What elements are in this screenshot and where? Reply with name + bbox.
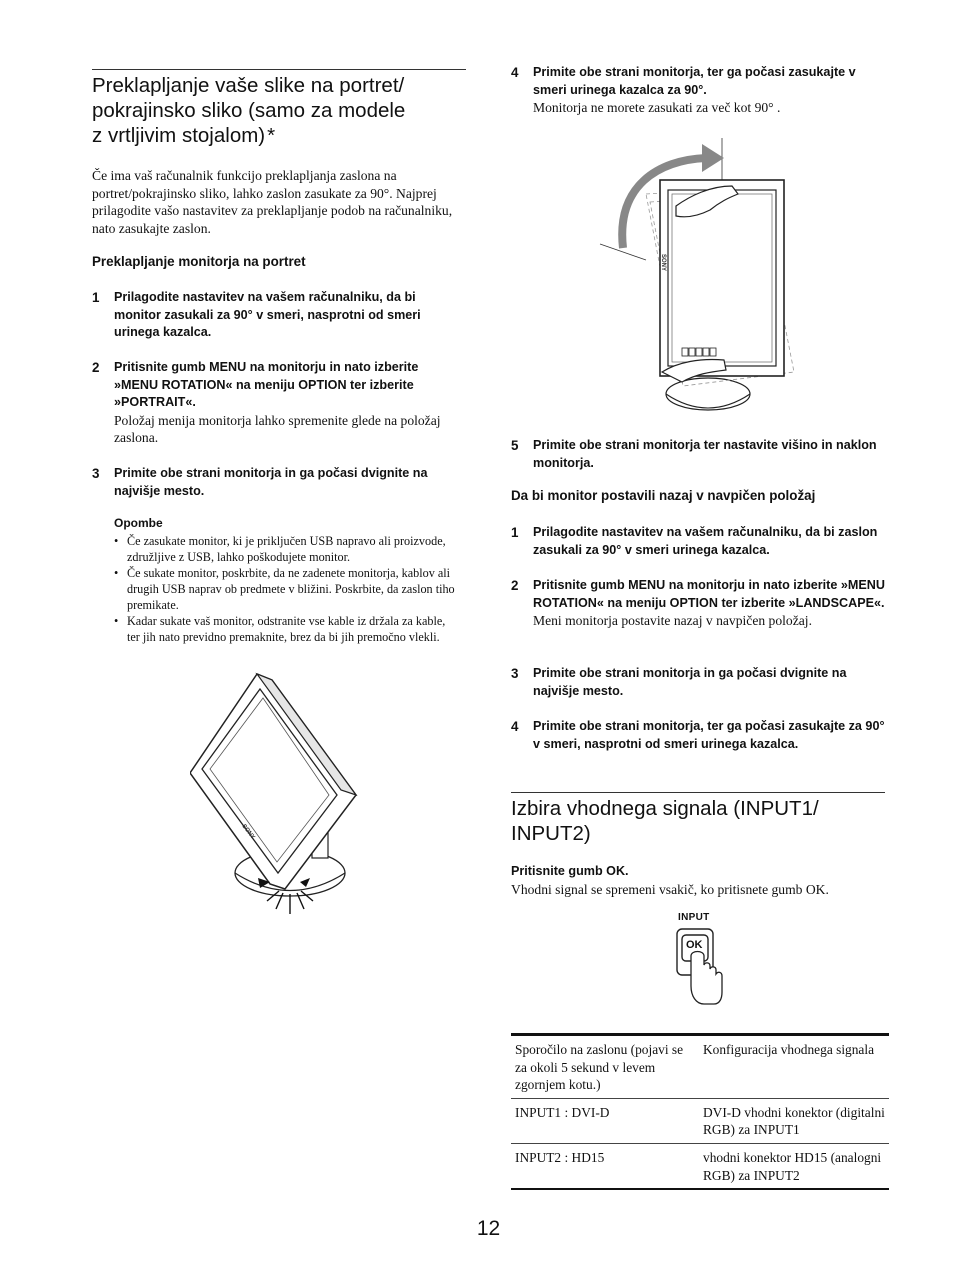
- table-cell: vhodni konektor HD15 (analogni RGB) za INPUT2: [699, 1143, 889, 1189]
- step-extra: Meni monitorja postavite nazaj v navpičen položaj.: [533, 613, 812, 629]
- monitor-tilt-illustration: [190, 668, 380, 920]
- step-number: 1: [92, 290, 100, 305]
- step-number: 5: [511, 438, 519, 453]
- note-item: • Kadar sukate vaš monitor, odstranite vse kable iz držala za kable, ter jih nato previdno premaknite, brez da bi jih premočno vlekli.: [114, 614, 446, 644]
- step-text: Pritisnite gumb MENU na monitorju in nato izberite »MENU ROTATION« na meniju OPTION ter izberite »LANDSCAPE«.: [533, 578, 885, 610]
- step-number: 1: [511, 525, 519, 540]
- table-row: [511, 1098, 889, 1143]
- page-number: 12: [476, 1217, 501, 1240]
- title-line-1: Preklapljanje vaše slike na portret/: [92, 74, 405, 97]
- brand-logo: SONY: [660, 254, 666, 272]
- ok-button[interactable]: OK: [686, 939, 703, 951]
- step-number: 3: [511, 666, 519, 681]
- step-body: [533, 577, 889, 630]
- step-text: Primite obe strani monitorja in ga počasi dvignite na najvišje mesto.: [114, 466, 428, 498]
- table-header-row: [511, 1035, 889, 1099]
- asterisk-icon: *: [267, 124, 276, 147]
- input-signal-table: [511, 1033, 889, 1190]
- step-number: 2: [511, 578, 519, 593]
- step-body: [114, 359, 464, 447]
- intro-paragraph: Če ima vaš računalnik funkcijo preklapljanja zaslona na portret/pokrajinsko sliko, lahko zaslon zasukate za 90°. Najprej prilagodite vašo nastavitev za preklapljanje podob na računalniku, nato zasukajte zaslon.: [92, 168, 453, 236]
- note-item: • Če zasukate monitor, ki je priključen USB napravo ali proizvode, združljive z USB, lahko poškodujete monitor.: [114, 534, 446, 564]
- left-top-rule: [92, 69, 466, 70]
- table-cell: DVI-D vhodni konektor (digitalni RGB) za INPUT1: [699, 1098, 889, 1143]
- press-ok-text: Vhodni signal se spremeni vsakič, ko pritisnete gumb OK.: [511, 882, 829, 897]
- table-header-cell: Sporočilo na zaslonu (pojavi se za okoli 5 sekund v levem zgornjem kotu.): [511, 1035, 699, 1099]
- table-row: [511, 1143, 889, 1189]
- monitor-rotate-illustration: [598, 136, 804, 416]
- step-text: Pritisnite gumb MENU na monitorju in nato izberite »MENU ROTATION« na meniju OPTION ter izberite »PORTRAIT«.: [114, 360, 419, 410]
- step-text: Primite obe strani monitorja, ter ga počasi zasukajte v smeri urinega kazalca za 90°.: [533, 65, 856, 97]
- step-text: Prilagodite nastavitev na vašem računalniku, da bi monitor zasukali za 90° v smeri, nasprotni od smeri urinega kazalca.: [114, 290, 421, 340]
- step-number: 4: [511, 65, 519, 80]
- step-body: [533, 64, 889, 117]
- impact-mark-icon: [267, 891, 313, 914]
- section-title-rotation: [92, 73, 472, 148]
- section-title-input: [511, 796, 891, 846]
- subheading-vertical: Da bi monitor postavili nazaj v navpičen položaj: [511, 488, 816, 503]
- table-cell: INPUT2 : HD15: [511, 1143, 699, 1189]
- title-line-1: Izbira vhodnega signala (INPUT1/: [511, 797, 819, 820]
- press-ok-label: Pritisnite gumb OK.: [511, 864, 629, 878]
- brand-logo: SONY: [240, 823, 256, 841]
- control-buttons: [682, 348, 716, 356]
- step-text: Primite obe strani monitorja, ter ga počasi zasukajte za 90° v smeri, nasprotni od smeri urinega kazalca.: [533, 719, 885, 751]
- step-text: Primite obe strani monitorja ter nastavite višino in naklon monitorja.: [533, 438, 877, 470]
- title-line-2: INPUT2): [511, 822, 591, 845]
- step-number: 3: [92, 466, 100, 481]
- note-item: • Če sukate monitor, poskrbite, da ne zadenete monitorja, kablov ali drugih USB naprav ob predmete v bližini. Poskrbite, da zaslon tiho premikate.: [114, 566, 455, 612]
- table-cell: INPUT1 : DVI-D: [511, 1098, 699, 1143]
- step-extra: Položaj menija monitorja lahko spremenite glede na položaj zaslona.: [114, 412, 441, 446]
- step-number: 2: [92, 360, 100, 375]
- step-number: 4: [511, 719, 519, 734]
- title-line-3: z vrtljivim stojalom)*: [92, 124, 276, 147]
- ok-button-figure: [670, 912, 730, 1007]
- input-label: INPUT: [678, 912, 710, 923]
- step-text: Prilagodite nastavitev na vašem računalniku, da bi zaslon zasukali za 90° v smeri urinega kazalca.: [533, 525, 878, 557]
- subheading-portrait: Preklapljanje monitorja na portret: [92, 254, 306, 269]
- right-section-rule: [511, 792, 885, 793]
- step-text: Primite obe strani monitorja in ga počasi dvignite na najvišje mesto.: [533, 666, 847, 698]
- title-line-2: pokrajinsko sliko (samo za modele: [92, 99, 406, 122]
- notes-title: Opombe: [114, 516, 163, 530]
- step-extra: Monitorja ne morete zasukati za več kot 90° .: [533, 100, 781, 116]
- table-header-cell: Konfiguracija vhodnega signala: [699, 1035, 889, 1099]
- notes-list: [114, 533, 459, 645]
